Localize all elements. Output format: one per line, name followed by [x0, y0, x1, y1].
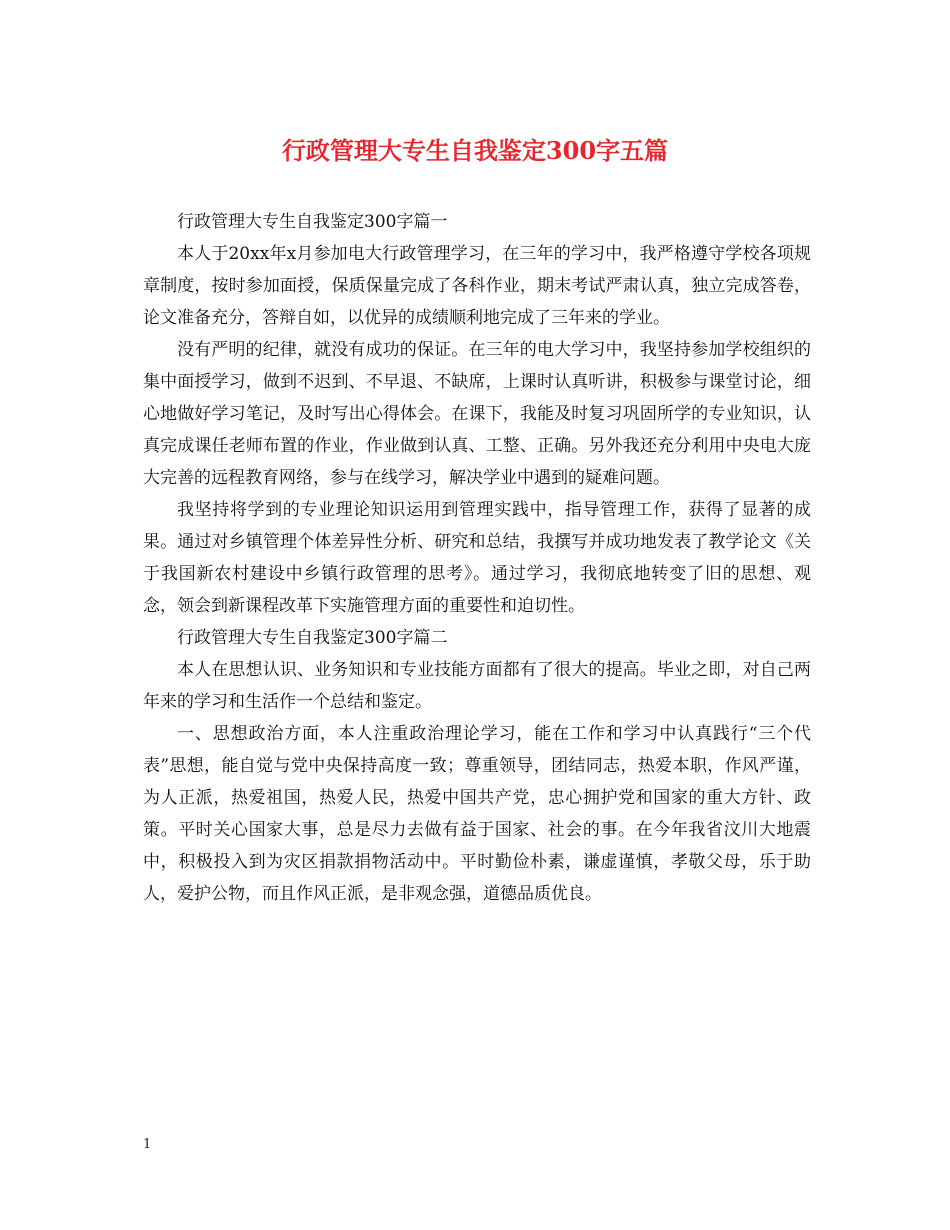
body-paragraph: 我坚持将学到的专业理论知识运用到管理实践中，指导管理工作，获得了显著的成果。通过对乡镇管理个体差异性分析、研究和总结，我撰写并成功地发表了教学论文《关于我国新农村建设中乡镇行政管理的思考》。通过学习，我彻底地转变了旧的思想、观念，领会到新课程改革下实施管理方面的重要性和迫切性。	[143, 500, 811, 616]
body-paragraph: 本人在思想认识、业务知识和专业技能方面都有了很大的提高。毕业之即，对自己两年来的学习和生活作一个总结和鉴定。	[143, 660, 811, 712]
page-number: 1	[143, 1137, 152, 1152]
document-title: 行政管理大专生自我鉴定300字五篇	[281, 136, 669, 165]
section-heading-2: 行政管理大专生自我鉴定300字篇二	[177, 628, 448, 648]
section-heading-1: 行政管理大专生自我鉴定300字篇一	[177, 212, 448, 232]
body-paragraph: 本人于20xx年x月参加电大行政管理学习，在三年的学习中，我严格遵守学校各项规章制度，按时参加面授，保质保量完成了各科作业，期末考试严肃认真，独立完成答卷，论文准备充分，答辩自如，以优异的成绩顺利地完成了三年来的学业。	[143, 244, 811, 328]
body-paragraph: 一、思想政治方面，本人注重政治理论学习，能在工作和学习中认真践行“三个代表”思想，能自觉与党中央保持高度一致；尊重领导，团结同志，热爱本职，作风严谨，为人正派，热爱祖国，热爱人民，热爱中国共产党，忠心拥护党和国家的重大方针、政策。平时关心国家大事，总是尽力去做有益于国家、社会的事。在今年我省汶川大地震中，积极投入到为灾区捐款捐物活动中。平时勤俭朴素，谦虚谨慎，孝敬父母，乐于助人，爱护公物，而且作风正派，是非观念强，道德品质优良。	[143, 724, 811, 904]
body-paragraph: 没有严明的纪律，就没有成功的保证。在三年的电大学习中，我坚持参加学校组织的集中面授学习，做到不迟到、不早退、不缺席，上课时认真听讲，积极参与课堂讨论，细心地做好学习笔记，及时写出心得体会。在课下，我能及时复习巩固所学的专业知识，认真完成课任老师布置的作业，作业做到认真、工整、正确。另外我还充分利用中央电大庞大完善的远程教育网络，参与在线学习，解决学业中遇到的疑难问题。	[143, 340, 811, 488]
document-body	[143, 206, 811, 910]
